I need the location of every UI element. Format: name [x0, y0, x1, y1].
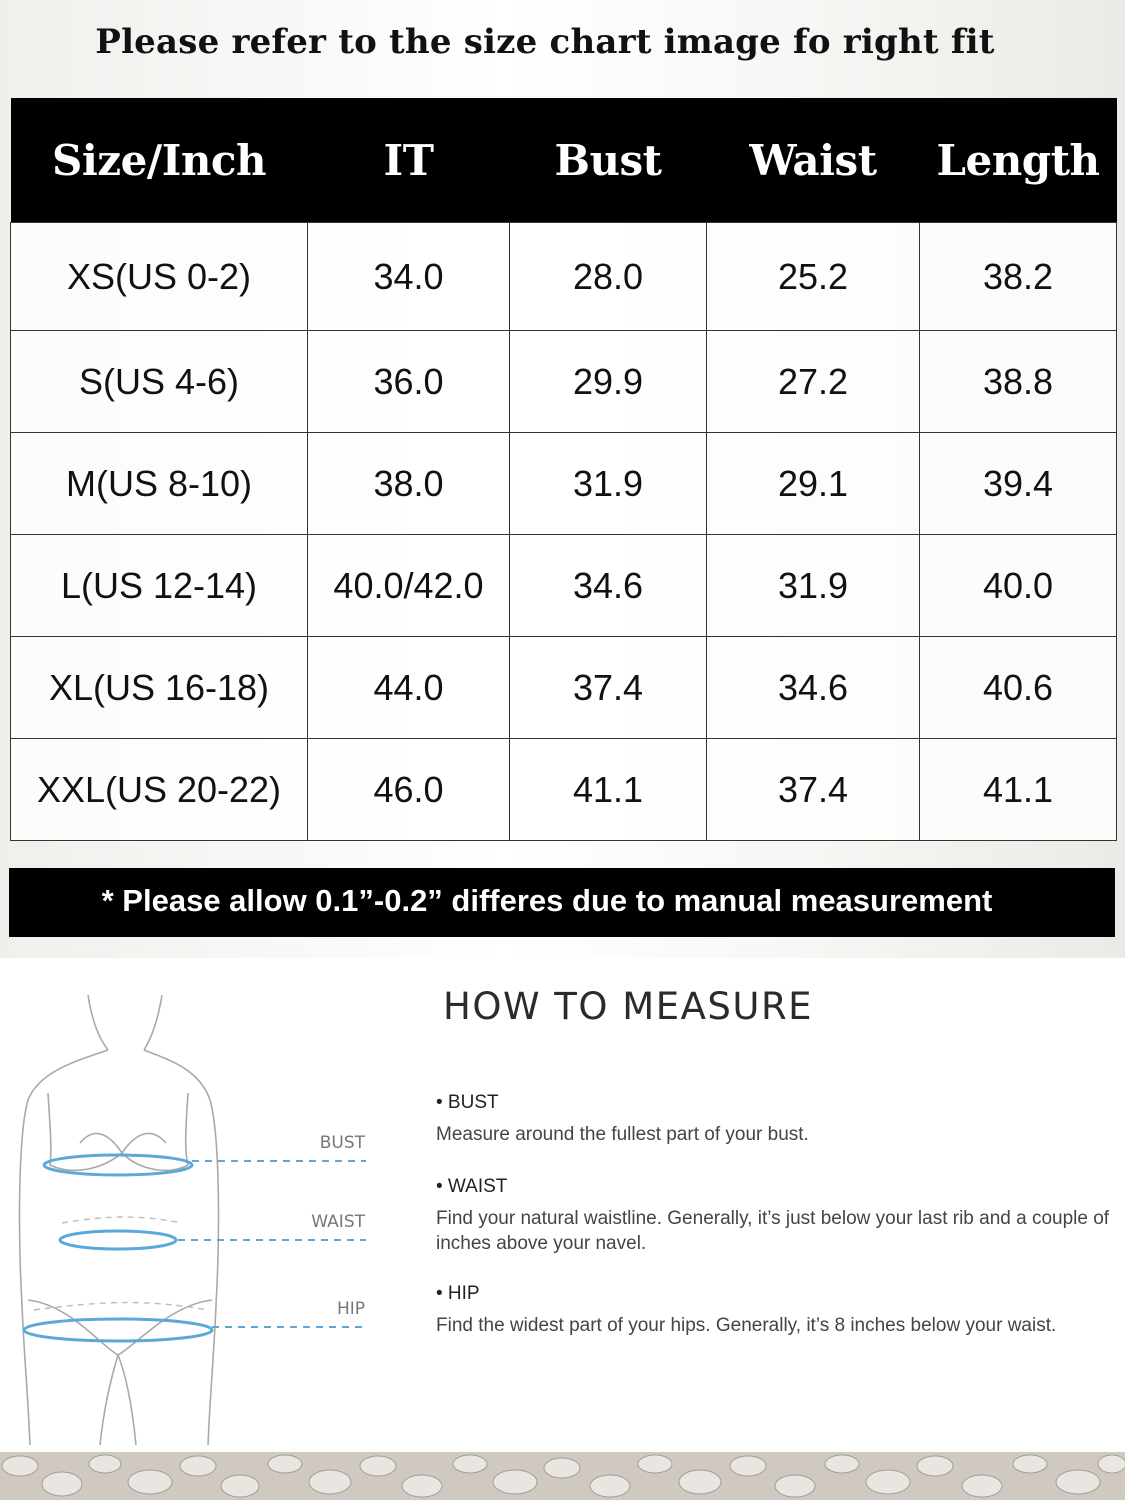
cell-size: XL(US 16-18)	[11, 637, 308, 739]
cell-waist: 25.2	[707, 223, 920, 331]
table-row	[11, 331, 1117, 433]
table-row	[11, 535, 1117, 637]
cell-waist: 27.2	[707, 331, 920, 433]
figure-bust-line	[80, 1134, 166, 1153]
waist-measure-band	[60, 1231, 176, 1249]
measure-item-bust	[436, 1092, 1121, 1147]
cell-it: 46.0	[308, 739, 510, 841]
cell-size: XS(US 0-2)	[11, 223, 308, 331]
measure-item-waist	[436, 1176, 1121, 1256]
cell-length: 39.4	[920, 433, 1117, 535]
header-waist: Waist	[707, 98, 920, 223]
cell-size: M(US 8-10)	[11, 433, 308, 535]
table-row	[11, 637, 1117, 739]
cell-waist: 29.1	[707, 433, 920, 535]
cell-length: 40.6	[920, 637, 1117, 739]
figure-label-waist: WAIST	[311, 1212, 365, 1232]
measure-heading: • HIP	[436, 1283, 480, 1304]
header-size: Size/Inch	[11, 98, 308, 223]
cell-length: 41.1	[920, 739, 1117, 841]
figure-label-hip: HIP	[336, 1299, 365, 1319]
bust-measure-band	[44, 1155, 192, 1175]
cell-bust: 41.1	[510, 739, 707, 841]
cell-bust: 29.9	[510, 331, 707, 433]
figure-hip-line	[28, 1300, 212, 1355]
measure-heading: • BUST	[436, 1092, 499, 1113]
measure-description: Measure around the fullest part of your bust.	[436, 1124, 809, 1145]
body-figure-illustration	[0, 975, 400, 1445]
size-chart-table	[10, 98, 1117, 841]
figure-legs	[100, 1355, 136, 1445]
page-title: Please refer to the size chart image fo right fit	[95, 22, 995, 62]
cell-length: 38.8	[920, 331, 1117, 433]
cell-bust: 31.9	[510, 433, 707, 535]
table-row	[11, 433, 1117, 535]
measurement-note: * Please allow 0.1”-0.2” differes due to manual measurement	[9, 868, 1115, 937]
hip-measure-band	[24, 1319, 212, 1341]
measure-heading: • WAIST	[436, 1176, 508, 1197]
table-row	[11, 739, 1117, 841]
header-length: Length	[920, 98, 1117, 223]
pebble-photo-strip	[0, 1452, 1125, 1500]
cell-bust: 34.6	[510, 535, 707, 637]
cell-bust: 28.0	[510, 223, 707, 331]
cell-size: XXL(US 20-22)	[11, 739, 308, 841]
cell-size: S(US 4-6)	[11, 331, 308, 433]
how-to-measure-title: HOW TO MEASURE	[443, 985, 814, 1028]
cell-it: 34.0	[308, 223, 510, 331]
measure-item-hip	[436, 1283, 1121, 1338]
cell-waist: 34.6	[707, 637, 920, 739]
header-bust: Bust	[510, 98, 707, 223]
measure-description: Find the widest part of your hips. Generally, it’s 8 inches below your waist.	[436, 1315, 1057, 1336]
header-it: IT	[308, 98, 510, 223]
cell-it: 38.0	[308, 433, 510, 535]
figure-label-bust: BUST	[319, 1133, 365, 1153]
cell-it: 40.0/42.0	[308, 535, 510, 637]
cell-length: 38.2	[920, 223, 1117, 331]
cell-bust: 37.4	[510, 637, 707, 739]
cell-it: 44.0	[308, 637, 510, 739]
cell-size: L(US 12-14)	[11, 535, 308, 637]
figure-outline-neck	[88, 995, 108, 1050]
measure-description: Find your natural waistline. Generally, it’s just below your last rib and a couple of inches above your navel.	[436, 1208, 1110, 1254]
table-row	[11, 223, 1117, 331]
cell-length: 40.0	[920, 535, 1117, 637]
cell-it: 36.0	[308, 331, 510, 433]
table-header-row	[11, 98, 1117, 223]
cell-waist: 31.9	[707, 535, 920, 637]
figure-outline-neck	[144, 995, 162, 1050]
cell-waist: 37.4	[707, 739, 920, 841]
